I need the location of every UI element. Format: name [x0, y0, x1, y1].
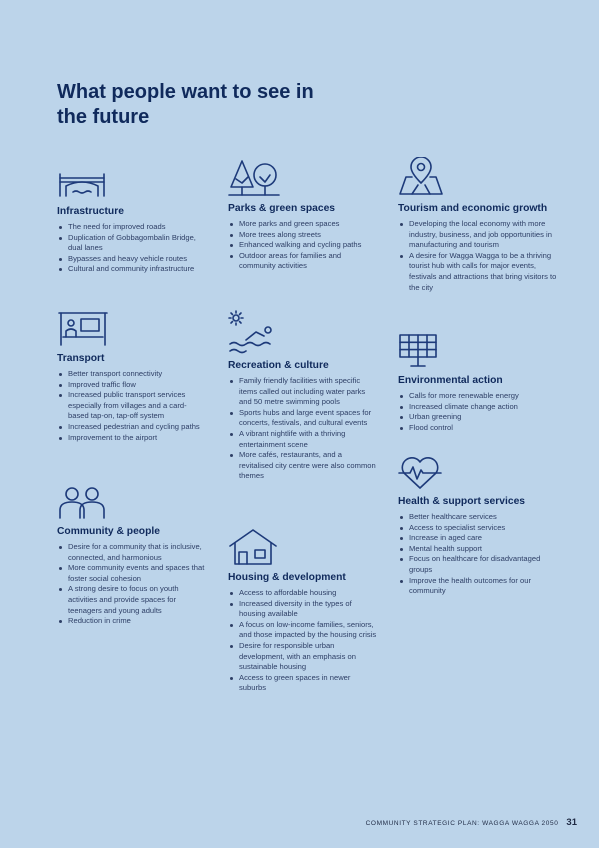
section-infrastructure [57, 168, 207, 275]
section-community [57, 486, 207, 627]
bullet-list [398, 219, 558, 293]
list-item: Developing the local economy with more industry, business, and job opportunities in manufacturing and tourism [398, 219, 558, 251]
list-item: Access to green spaces in newer suburbs [228, 673, 378, 694]
bullet-list [228, 219, 378, 272]
section-heading: Environmental action [398, 375, 503, 386]
list-item: More community events and spaces that foster social cohesion [57, 563, 207, 584]
list-item: Mental health support [398, 544, 558, 555]
list-item: Duplication of Gobbagombalin Bridge, dual lanes [57, 233, 207, 254]
list-item: Increased climate change action [398, 402, 558, 413]
section-heading: Housing & development [228, 572, 346, 583]
list-item: Outdoor areas for families and community activities [228, 251, 378, 272]
people-icon [57, 486, 207, 520]
list-item: Calls for more renewable energy [398, 391, 558, 402]
list-item: Better transport connectivity [57, 369, 207, 380]
list-item: Increased pedestrian and cycling paths [57, 422, 207, 433]
bullet-list [228, 376, 378, 482]
bullet-list [57, 369, 207, 443]
list-item: Bypasses and heavy vehicle routes [57, 254, 207, 265]
list-item: More cafés, restaurants, and a revitalised city centre were also common themes [228, 450, 378, 482]
list-item: A strong desire to focus on youth activities and provide spaces for teenagers and young adults [57, 584, 207, 616]
section-heading: Parks & green spaces [228, 203, 336, 214]
bullet-list [398, 512, 558, 597]
list-item: Cultural and community infrastructure [57, 264, 207, 275]
section-housing [228, 528, 378, 694]
list-item: Increased public transport services especially from villages and a card-based tap-on, tap-off system [57, 390, 207, 422]
bullet-list [398, 391, 558, 433]
list-item: Improve the health outcomes for our community [398, 576, 558, 597]
list-item: Reduction in crime [57, 616, 207, 627]
section-transport [57, 307, 207, 443]
page-number: 31 [566, 817, 577, 828]
list-item: Improved traffic flow [57, 380, 207, 391]
heart-pulse-icon [398, 456, 558, 490]
list-item: Family friendly facilities with specific items called out including water parks and 50 metre swimming pools [228, 376, 378, 408]
list-item: A vibrant nightlife with a thriving entertainment scene [228, 429, 378, 450]
section-tourism [398, 157, 558, 293]
list-item: Increase in aged care [398, 533, 558, 544]
map-pin-icon [398, 157, 558, 197]
list-item: A desire for Wagga Wagga to be a thriving tourist hub with calls for major events, festivals and attractions that bring visitors to the city [398, 251, 558, 293]
footer-text: COMMUNITY STRATEGIC PLAN: WAGGA WAGGA 2050 [365, 820, 559, 827]
list-item: Enhanced walking and cycling paths [228, 240, 378, 251]
section-heading: Tourism and economic growth [398, 203, 548, 214]
bus-stop-icon [57, 307, 207, 347]
list-item: More parks and green spaces [228, 219, 378, 230]
bullet-list [57, 542, 207, 627]
section-heading: Community & people [57, 526, 160, 537]
section-heading: Transport [57, 353, 105, 364]
bridge-icon [57, 168, 207, 200]
bullet-list [57, 222, 207, 275]
list-item: Improvement to the airport [57, 433, 207, 444]
list-item: A focus on low-income families, seniors, and those impacted by the housing crisis [228, 620, 378, 641]
list-item: Desire for a community that is inclusive, connected, and harmonious [57, 542, 207, 563]
section-parks [228, 157, 378, 272]
list-item: Sports hubs and large event spaces for concerts, festivals, and cultural events [228, 408, 378, 429]
bullet-list [228, 588, 378, 694]
list-item: The need for improved roads [57, 222, 207, 233]
section-heading: Infrastructure [57, 206, 124, 217]
house-icon [228, 528, 378, 566]
list-item: Focus on healthcare for disadvantaged groups [398, 554, 558, 575]
section-heading: Health & support services [398, 496, 526, 507]
section-heading: Recreation & culture [228, 360, 329, 371]
page-footer [366, 817, 577, 828]
section-recreation [228, 310, 378, 482]
list-item: Urban greening [398, 412, 558, 423]
list-item: Increased diversity in the types of housing available [228, 599, 378, 620]
list-item: Flood control [398, 423, 558, 434]
swimmer-icon [228, 310, 378, 354]
trees-icon [228, 157, 378, 197]
list-item: Access to specialist services [398, 523, 558, 534]
list-item: Access to affordable housing [228, 588, 378, 599]
section-health [398, 456, 558, 597]
list-item: More trees along streets [228, 230, 378, 241]
list-item: Better healthcare services [398, 512, 558, 523]
page-title: What people want to see in the future [57, 81, 314, 128]
section-environment [398, 333, 558, 433]
solar-panel-icon [398, 333, 558, 369]
list-item: Desire for responsible urban development, with an emphasis on sustainable housing [228, 641, 378, 673]
